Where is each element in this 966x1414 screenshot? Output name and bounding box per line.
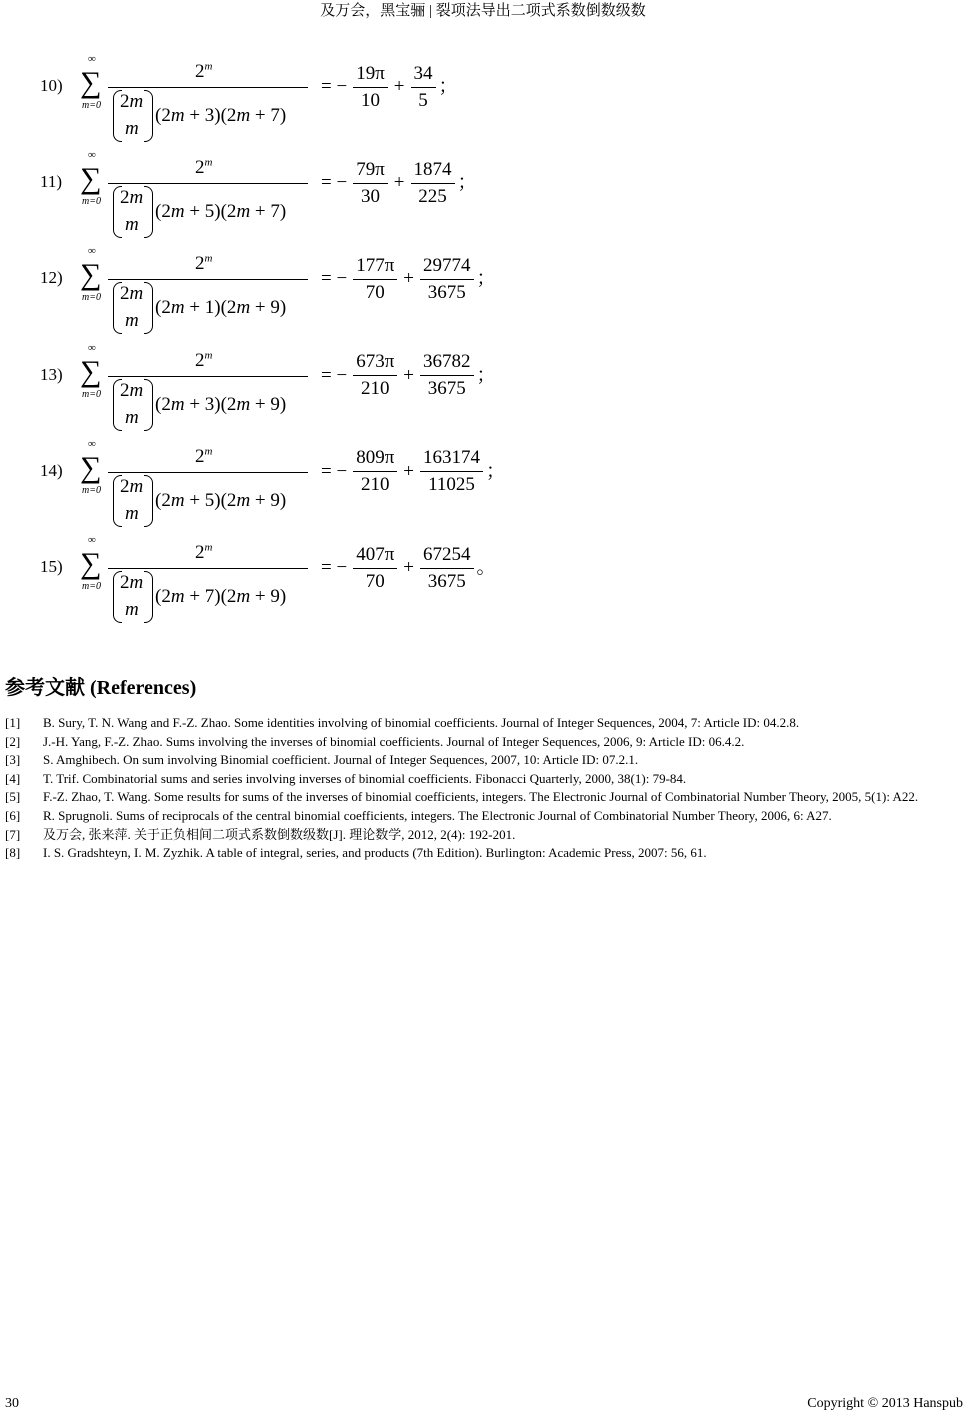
fraction-bar — [108, 87, 308, 88]
sum-upper-limit: ∞ — [88, 245, 96, 258]
rational-numerator: 36782 — [420, 349, 474, 376]
sum-upper-limit: ∞ — [88, 437, 96, 450]
rational-denominator: 11025 — [428, 474, 475, 496]
reference-number: [3] — [5, 752, 21, 768]
numerator: 2$^m$ — [195, 156, 213, 179]
factor-b: 9 — [270, 393, 280, 415]
summation-sign: ∑ — [80, 162, 102, 196]
reference-text: J.-H. Yang, F.-Z. Zhao. Sums involving the inverses of binomial coefficients. Journal of Integer Sequences, 2006, 9: Article ID: 06.4.2. — [43, 733, 745, 749]
reference-number: [4] — [5, 770, 21, 786]
binomial-top: 2m — [120, 475, 144, 497]
equation-label: 12) — [40, 268, 63, 288]
reference-text: F.-Z. Zhao, T. Wang. Some results for sums of the inverses of binomial coefficients, integers. The Electronic Journal of Combinatorial Number Theory, 2005, 5(1): A22. — [43, 789, 919, 805]
numerator: 2$^m$ — [195, 445, 213, 467]
binomial-bottom: m — [125, 599, 139, 620]
binomial-right-paren — [144, 282, 153, 334]
binomial-right-paren — [144, 379, 153, 431]
binomial-bottom: m — [125, 214, 139, 236]
sum-upper-limit: ∞ — [88, 341, 96, 354]
reference-text: R. Sprugnoli. Sums of reciprocals of the central binomial coefficients, integers. The Electronic Journal of Combinatorial Number Theory, 2006, 6: A27. — [43, 807, 832, 823]
reference-number: [1] — [5, 715, 21, 730]
rational-numerator: 34 — [411, 61, 436, 88]
page-number: 30 — [5, 1396, 19, 1411]
punctuation: ； — [438, 76, 458, 97]
fraction-bar — [108, 568, 308, 569]
binomial-right-paren — [144, 186, 153, 238]
sum-upper-limit: ∞ — [88, 53, 96, 65]
reference-text: S. Amghibech. On sum involving Binomial coefficient. Journal of Integer Sequences, 2007, 10: Article ID: 07.2.1. — [43, 752, 639, 768]
binomial-bottom: m — [125, 118, 139, 139]
denominator-factors: (2m + 3)(2m + 9) — [155, 393, 287, 415]
sum-lower-limit: m=0 — [82, 100, 101, 111]
equation-label: 13) — [40, 364, 63, 384]
equation-result: = − $\frac{407\pi}{70}$ + $\frac{67254}{3675}$ 。 — [318, 541, 496, 595]
factor-b: 9 — [270, 489, 280, 511]
rational-numerator: 67254 — [420, 542, 474, 569]
reference-item — [5, 844, 965, 863]
punctuation: 。 — [476, 557, 496, 578]
pi-denominator: 210 — [360, 474, 390, 496]
binomial-top: 2m — [120, 572, 144, 593]
sum-lower-limit: m=0 — [82, 484, 101, 496]
summation-sign: ∑ — [80, 450, 102, 484]
pi-fraction — [353, 445, 397, 498]
denominator-factors: (2m + 7)(2m + 9) — [155, 586, 287, 607]
equation — [0, 521, 966, 620]
pi-numerator: 673π — [353, 349, 397, 376]
pi-numerator: 79π — [353, 157, 388, 184]
binomial-top: 2m — [120, 187, 144, 209]
binomial-right-paren — [144, 90, 153, 142]
sum-upper-limit: ∞ — [88, 149, 96, 162]
fraction-bar — [108, 183, 308, 184]
pi-numerator: 19π — [353, 61, 388, 88]
factor-a: 5 — [204, 489, 215, 511]
binomial-bottom: m — [125, 406, 139, 428]
reference-text: I. S. Gradshteyn, I. M. Zyzhik. A table of integral, series, and products (7th Edition). Burlington: Academic Press, 2007: 56, 61. — [43, 845, 707, 861]
binomial-right-paren — [144, 571, 153, 623]
numerator: 2$^m$ — [195, 541, 213, 563]
pi-denominator: 210 — [360, 378, 390, 400]
factor-b: 9 — [270, 297, 280, 319]
numerator: 2$^m$ — [195, 253, 213, 275]
binomial-bottom: m — [125, 502, 139, 524]
equation — [0, 329, 966, 428]
rational-denominator: 3675 — [427, 378, 466, 400]
reference-item — [5, 770, 965, 789]
sum-lower-limit: m=0 — [82, 196, 101, 208]
equation — [0, 232, 966, 332]
summation-sign: ∑ — [80, 66, 102, 99]
reference-item — [5, 751, 965, 770]
rational-fraction — [411, 61, 436, 114]
equation — [0, 425, 966, 524]
denominator-factors: (2m + 1)(2m + 9) — [155, 297, 287, 319]
factor-a: 5 — [204, 201, 215, 223]
rational-fraction — [420, 542, 474, 595]
factor-b: 7 — [270, 105, 280, 126]
pi-denominator: 70 — [365, 570, 385, 592]
rational-denominator: 3675 — [427, 570, 466, 592]
punctuation: ； — [486, 460, 506, 482]
pi-fraction — [353, 349, 397, 402]
factor-a: 3 — [204, 105, 215, 126]
rational-fraction — [420, 349, 474, 402]
equation — [0, 136, 966, 236]
equation-result: = − $\frac{177\pi}{70}$ + $\frac{29774}{3675}$ ； — [318, 252, 496, 306]
binomial-top: 2m — [120, 379, 144, 401]
rational-denominator: 3675 — [427, 281, 466, 303]
pi-numerator: 177π — [353, 253, 397, 280]
reference-number: [7] — [5, 826, 21, 842]
reference-number: [8] — [5, 845, 21, 861]
copyright: Copyright © 2013 Hanspub — [807, 1396, 963, 1411]
punctuation: ； — [457, 172, 477, 194]
rational-numerator: 163174 — [420, 445, 483, 472]
reference-text: 及万会, 张来萍. 关于正负相间二项式系数倒数级数[J]. 理论数学, 2012, 2(4): 192-201. — [43, 826, 516, 842]
equation-result: = − $\frac{19\pi}{10}$ + $\frac{34}{5}$ ； — [318, 60, 458, 114]
rational-numerator: 1874 — [411, 157, 455, 184]
equation-result: = − $\frac{673\pi}{210}$ + $\frac{36782}{3675}$ ； — [318, 349, 496, 403]
reference-item — [5, 714, 965, 733]
pi-denominator: 30 — [360, 185, 380, 207]
factor-a: 3 — [204, 393, 215, 415]
equation-label: 11) — [40, 172, 63, 192]
denominator-factors: (2m + 5)(2m + 7) — [155, 201, 287, 223]
rational-numerator: 29774 — [420, 253, 474, 280]
binomial-top: 2m — [120, 91, 144, 112]
denominator-factors: (2m + 3)(2m + 7) — [155, 105, 287, 126]
reference-number: [6] — [5, 807, 21, 823]
references-heading: 参考文献 (References) — [5, 677, 197, 699]
reference-list — [5, 714, 965, 863]
rational-denominator: 5 — [418, 89, 428, 111]
rational-denominator: 225 — [418, 185, 447, 207]
rational-fraction — [411, 157, 455, 210]
numerator: 2$^m$ — [195, 349, 213, 371]
fraction-bar — [108, 279, 308, 280]
pi-fraction — [353, 61, 388, 114]
reference-item — [5, 733, 965, 752]
reference-text: T. Trif. Combinatorial sums and series involving inverses of binomial coefficients. Fibonacci Quarterly, 2000, 38(1): 79-84. — [43, 770, 687, 786]
pi-denominator: 10 — [360, 89, 380, 111]
reference-item — [5, 826, 965, 845]
pi-fraction — [353, 253, 397, 306]
rational-fraction — [420, 445, 483, 498]
summation-sign: ∑ — [80, 547, 102, 580]
pi-numerator: 407π — [353, 542, 397, 569]
factor-a: 1 — [204, 297, 215, 319]
punctuation: ； — [476, 364, 496, 386]
equation-result: = − $\frac{809\pi}{210}$ + $\frac{163174}{11025}$ ； — [318, 445, 505, 499]
rational-fraction — [420, 253, 474, 306]
fraction-bar — [108, 472, 308, 473]
pi-numerator: 809π — [353, 445, 397, 472]
summation-sign: ∑ — [80, 258, 102, 292]
pi-denominator: 70 — [365, 281, 385, 303]
sum-lower-limit: m=0 — [82, 292, 101, 304]
denominator-factors: (2m + 5)(2m + 9) — [155, 489, 287, 511]
sum-lower-limit: m=0 — [82, 581, 101, 592]
equation-result: = − $\frac{79\pi}{30}$ + $\frac{1874}{225}$ ； — [318, 156, 477, 210]
equation-label: 15) — [40, 557, 63, 576]
running-header: 及万会，黑宝骊 | 裂项法导出二项式系数倒数级数 — [320, 3, 646, 19]
reference-text: B. Sury, T. N. Wang and F.-Z. Zhao. Some identities involving of binomial coefficients. Journal of Integer Sequences, 2004, 7: Article ID: 04.2.8. — [43, 715, 800, 730]
binomial-bottom: m — [125, 310, 139, 332]
sum-upper-limit: ∞ — [88, 534, 96, 546]
pi-fraction — [353, 542, 397, 595]
pi-fraction — [353, 157, 388, 210]
reference-number: [2] — [5, 733, 21, 749]
factor-a: 7 — [204, 586, 215, 607]
equation-label: 10) — [40, 76, 63, 95]
numerator: 2$^m$ — [195, 60, 213, 82]
binomial-top: 2m — [120, 283, 144, 305]
reference-item — [5, 788, 965, 807]
fraction-bar — [108, 376, 308, 377]
reference-item — [5, 807, 965, 826]
factor-b: 9 — [270, 586, 280, 607]
equation-label: 14) — [40, 460, 63, 480]
sum-lower-limit: m=0 — [82, 388, 101, 400]
reference-number: [5] — [5, 789, 21, 805]
punctuation: ； — [476, 268, 496, 290]
equation — [0, 40, 966, 139]
summation-sign: ∑ — [80, 354, 102, 388]
factor-b: 7 — [270, 201, 280, 223]
binomial-right-paren — [144, 475, 153, 527]
